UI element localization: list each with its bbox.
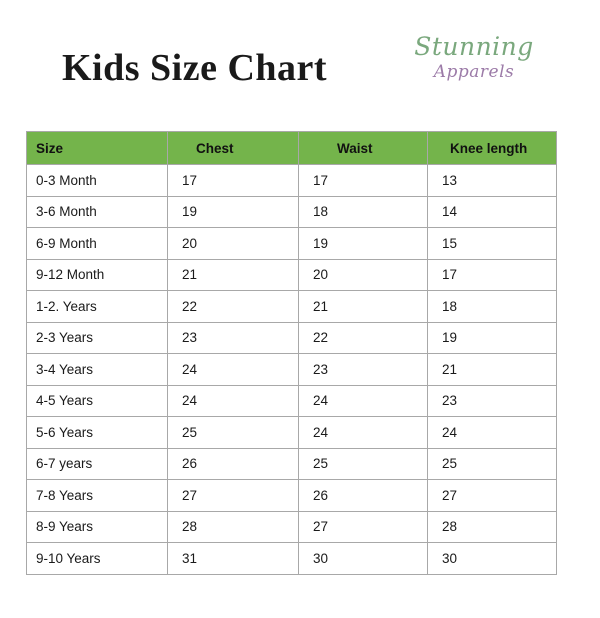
cell-size: 5-6 Years <box>27 417 168 449</box>
cell-waist: 25 <box>299 448 428 480</box>
cell-size: 6-7 years <box>27 448 168 480</box>
table-body <box>27 165 557 575</box>
cell-size: 0-3 Month <box>27 165 168 197</box>
cell-chest: 26 <box>168 448 299 480</box>
cell-knee-length: 19 <box>428 322 557 354</box>
cell-size: 8-9 Years <box>27 511 168 543</box>
table-row <box>27 196 557 228</box>
cell-size: 1-2. Years <box>27 291 168 323</box>
cell-knee-length: 21 <box>428 354 557 386</box>
column-header-waist: Waist <box>299 132 428 165</box>
cell-knee-length: 13 <box>428 165 557 197</box>
cell-size: 2-3 Years <box>27 322 168 354</box>
cell-chest: 17 <box>168 165 299 197</box>
page-title: Kids Size Chart <box>62 47 328 89</box>
table-row <box>27 165 557 197</box>
brand-logo <box>414 34 534 83</box>
cell-chest: 31 <box>168 543 299 575</box>
cell-size: 3-4 Years <box>27 354 168 386</box>
document-header <box>0 0 600 108</box>
column-header-size: Size <box>27 132 168 165</box>
cell-chest: 24 <box>168 385 299 417</box>
cell-chest: 22 <box>168 291 299 323</box>
column-header-knee-length: Knee length <box>428 132 557 165</box>
cell-knee-length: 28 <box>428 511 557 543</box>
cell-chest: 20 <box>168 228 299 260</box>
brand-logo-line1: Stunning <box>414 32 534 61</box>
cell-waist: 17 <box>299 165 428 197</box>
cell-size: 6-9 Month <box>27 228 168 260</box>
cell-chest: 25 <box>168 417 299 449</box>
cell-knee-length: 25 <box>428 448 557 480</box>
cell-waist: 24 <box>299 385 428 417</box>
table-header-row <box>27 132 557 165</box>
table-row <box>27 259 557 291</box>
table-row <box>27 385 557 417</box>
table-row <box>27 291 557 323</box>
cell-size: 9-10 Years <box>27 543 168 575</box>
size-chart-table <box>26 131 557 575</box>
table-row <box>27 543 557 575</box>
cell-waist: 23 <box>299 354 428 386</box>
cell-waist: 27 <box>299 511 428 543</box>
cell-size: 9-12 Month <box>27 259 168 291</box>
table-row <box>27 511 557 543</box>
cell-chest: 19 <box>168 196 299 228</box>
cell-waist: 19 <box>299 228 428 260</box>
cell-chest: 24 <box>168 354 299 386</box>
cell-knee-length: 27 <box>428 480 557 512</box>
cell-size: 7-8 Years <box>27 480 168 512</box>
cell-waist: 26 <box>299 480 428 512</box>
cell-chest: 27 <box>168 480 299 512</box>
size-chart-table-wrapper <box>26 131 556 575</box>
table-row <box>27 322 557 354</box>
cell-size: 4-5 Years <box>27 385 168 417</box>
table-row <box>27 417 557 449</box>
cell-waist: 21 <box>299 291 428 323</box>
cell-chest: 21 <box>168 259 299 291</box>
table-row <box>27 448 557 480</box>
cell-knee-length: 23 <box>428 385 557 417</box>
cell-knee-length: 15 <box>428 228 557 260</box>
cell-chest: 23 <box>168 322 299 354</box>
cell-waist: 18 <box>299 196 428 228</box>
table-row <box>27 228 557 260</box>
cell-knee-length: 17 <box>428 259 557 291</box>
cell-waist: 22 <box>299 322 428 354</box>
brand-logo-line2: Apparels <box>433 62 515 83</box>
cell-waist: 20 <box>299 259 428 291</box>
cell-chest: 28 <box>168 511 299 543</box>
cell-knee-length: 18 <box>428 291 557 323</box>
table-row <box>27 354 557 386</box>
column-header-chest: Chest <box>168 132 299 165</box>
cell-waist: 24 <box>299 417 428 449</box>
cell-knee-length: 14 <box>428 196 557 228</box>
table-row <box>27 480 557 512</box>
cell-knee-length: 30 <box>428 543 557 575</box>
cell-size: 3-6 Month <box>27 196 168 228</box>
cell-waist: 30 <box>299 543 428 575</box>
cell-knee-length: 24 <box>428 417 557 449</box>
